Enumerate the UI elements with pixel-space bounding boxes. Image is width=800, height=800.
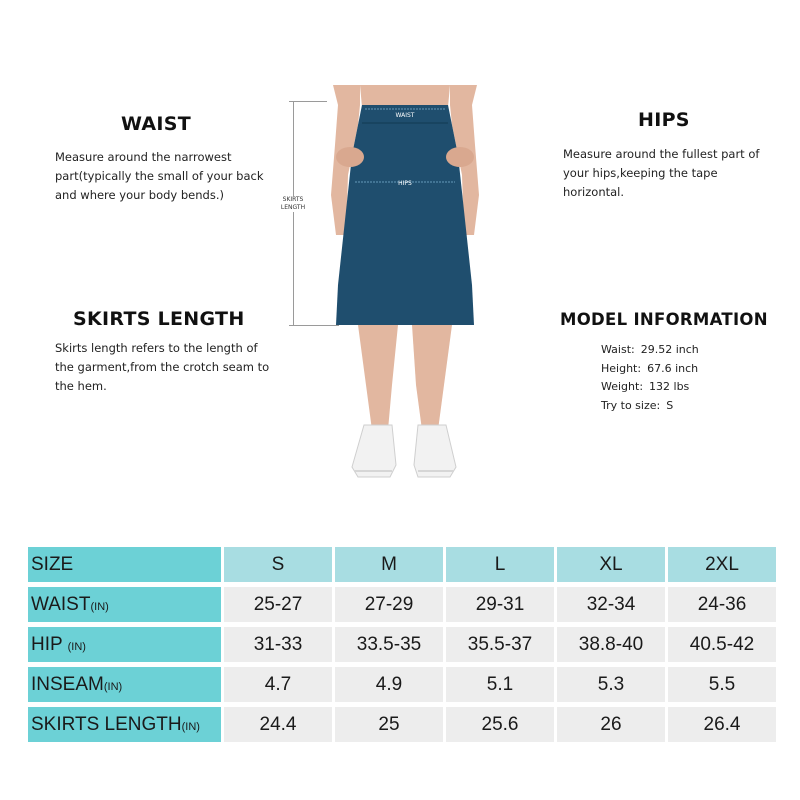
table-cell: 31-33: [224, 627, 332, 662]
table-cell: 32-34: [557, 587, 665, 622]
left-hand: [336, 147, 364, 167]
table-row-waist: [28, 587, 776, 622]
table-cell: 4.9: [335, 667, 443, 702]
left-leg: [358, 325, 398, 430]
model-size-row: Try to size: S: [601, 398, 674, 412]
table-row-hip: [28, 627, 776, 662]
hips-heading: HIPS: [638, 109, 690, 131]
midriff: [360, 85, 450, 107]
table-cell: 38.8-40: [557, 627, 665, 662]
table-cell: 26.4: [668, 707, 776, 742]
hips-figure-label: HIPS: [398, 180, 412, 187]
size-header-row: [28, 547, 776, 582]
right-shoe: [414, 425, 456, 477]
table-cell: 35.5-37: [446, 627, 554, 662]
table-cell: 24.4: [224, 707, 332, 742]
waist-figure-label: WAIST: [395, 112, 415, 119]
table-cell: 29-31: [446, 587, 554, 622]
skirts-length-description: Skirts length refers to the length of the garment,from the crotch seam to the hem.: [55, 341, 270, 393]
model-weight-row: Weight: 132 lbs: [601, 380, 690, 393]
row-label-hip: HIP (IN): [28, 627, 221, 662]
table-cell: 25.6: [446, 707, 554, 742]
model-waist-row: Waist: 29.52 inch: [601, 343, 699, 356]
table-row-inseam: [28, 667, 776, 702]
row-label-inseam: INSEAM(IN): [28, 667, 221, 702]
table-cell: 27-29: [335, 587, 443, 622]
table-cell: 40.5-42: [668, 627, 776, 662]
size-header-cell: 2XL: [668, 547, 776, 582]
model-height-row: Height: 67.6 inch: [601, 361, 699, 375]
size-chart-table: [25, 542, 779, 747]
table-cell: 25-27: [224, 587, 332, 622]
size-header-cell: M: [335, 547, 443, 582]
row-label-waist: WAIST(IN): [28, 587, 221, 622]
row-label-skirts-length: SKIRTS LENGTH(IN): [28, 707, 221, 742]
table-cell: 33.5-35: [335, 627, 443, 662]
table-cell: 5.5: [668, 667, 776, 702]
left-shoe: [352, 425, 396, 477]
skirts-length-figure-label: SKIRTS LENGTH: [277, 196, 309, 212]
skirt: [336, 105, 474, 325]
right-hand: [446, 147, 474, 167]
table-cell: 25: [335, 707, 443, 742]
table-cell: 24-36: [668, 587, 776, 622]
size-label-cell: SIZE: [28, 547, 221, 582]
size-header-cell: S: [224, 547, 332, 582]
table-cell: 26: [557, 707, 665, 742]
hips-description: Measure around the fullest part of your hips,keeping the tape horizontal.: [563, 147, 760, 199]
right-leg: [412, 325, 452, 430]
model-information-list: [601, 341, 699, 415]
skirts-length-measure-line: [293, 101, 294, 325]
waist-heading: WAIST: [121, 113, 192, 135]
waist-description: Measure around the narrowest part(typically the small of your back and where your body bends.): [55, 150, 264, 202]
size-header-cell: XL: [557, 547, 665, 582]
table-cell: 4.7: [224, 667, 332, 702]
table-cell: 5.3: [557, 667, 665, 702]
model-information-heading: MODEL INFORMATION: [560, 310, 768, 329]
size-header-cell: L: [446, 547, 554, 582]
table-cell: 5.1: [446, 667, 554, 702]
model-figure: [300, 85, 510, 490]
skirts-length-heading: SKIRTS LENGTH: [73, 308, 245, 330]
table-row-skirts-length: [28, 707, 776, 742]
